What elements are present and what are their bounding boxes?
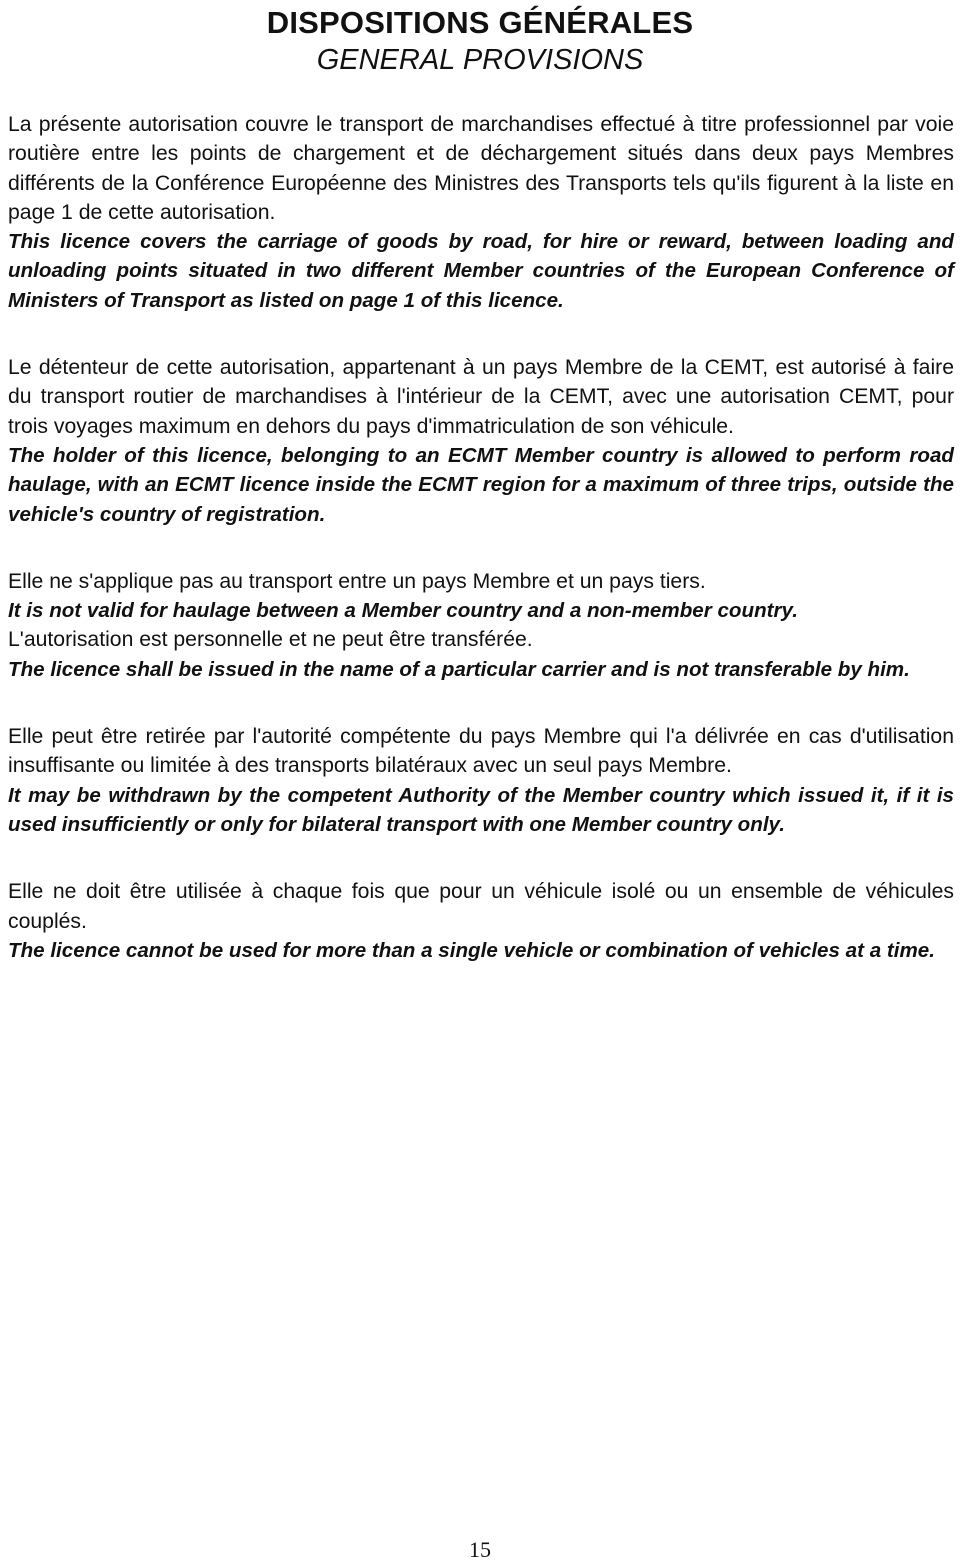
paragraph-text-french: La présente autorisation couvre le transport de marchandises effectué à titre professionnel par voie routière entre les points de chargement et de déchargement situés dans deux pays Membres différents de la Conférence Européenne des Ministres des Transports tels qu'ils figurent à la liste en page 1 de cette autorisation. — [8, 113, 954, 224]
paragraph-text-french: Elle ne doit être utilisée à chaque fois que pour un véhicule isolé ou un ensemble de véhicules couplés. — [8, 880, 954, 933]
paragraph-text-french: Elle peut être retirée par l'autorité compétente du pays Membre qui l'a délivrée en cas d'utilisation insuffisante ou limitée à des transports bilatéraux avec un seul pays Membre. — [8, 725, 954, 778]
paragraph-vehicle-use — [8, 877, 954, 965]
title-english: GENERAL PROVISIONS — [316, 44, 644, 76]
provisions-body — [8, 110, 954, 1003]
paragraph-text-french: L'autorisation est personnelle et ne peut être transférée. — [8, 628, 533, 652]
paragraph-text-english: It is not valid for haulage between a Member country and a non-member country. — [8, 599, 798, 623]
paragraph-text-english: It may be withdrawn by the competent Authority of the Member country which issued it, if it is used insufficiently or only for bilateral transport with one Member country only. — [8, 783, 954, 836]
paragraph-validity — [8, 567, 954, 684]
paragraph-text-english: The licence shall be issued in the name of a particular carrier and is not transferable by him. — [8, 657, 910, 681]
paragraph-text-english: The holder of this licence, belonging to an ECMT Member country is allowed to perform road haulage, with an ECMT licence inside the ECMT region for a maximum of three trips, outside the vehicle's country of registration. — [8, 443, 954, 526]
paragraph-text-french: Le détenteur de cette autorisation, appartenant à un pays Membre de la CEMT, est autorisé à faire du transport routier de marchandises à l'intérieur de la CEMT, avec une autorisation CEMT, pour trois voyages maximum en dehors du pays d'immatriculation de son véhicule. — [8, 356, 954, 438]
paragraph-holder — [8, 353, 954, 529]
title-block — [0, 4, 960, 78]
paragraph-text-english: This licence covers the carriage of goods by road, for hire or reward, between loading and unloading points situated in two different Member countries of the European Conference of Ministers of Transport as listed on page 1 of this licence. — [8, 230, 954, 312]
title-french: DISPOSITIONS GÉNÉRALES — [266, 5, 694, 40]
paragraph-withdrawal — [8, 722, 954, 839]
paragraph-text-english: The licence cannot be used for more than a single vehicle or combination of vehicles at a time. — [8, 938, 935, 962]
paragraph-text-french: Elle ne s'applique pas au transport entre un pays Membre et un pays tiers. — [8, 569, 706, 593]
page-number: 15 — [469, 1537, 491, 1562]
paragraph-scope — [8, 110, 954, 315]
